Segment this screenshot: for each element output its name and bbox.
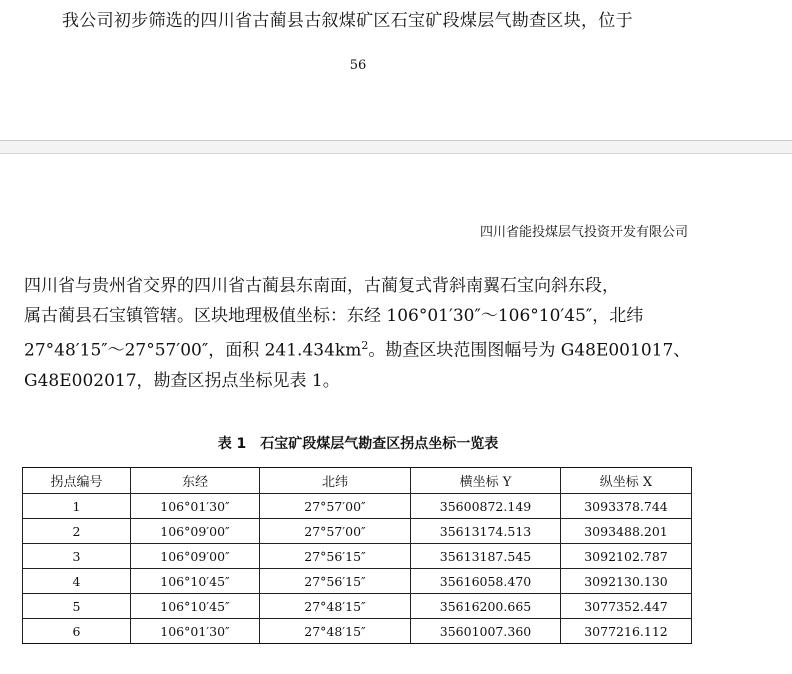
column-header: 拐点编号	[23, 468, 131, 494]
table-header-row	[23, 468, 692, 494]
table-cell: 35600872.149	[411, 494, 561, 519]
table-cell: 35616200.665	[411, 594, 561, 619]
body-line	[24, 331, 704, 366]
table-cell: 106°10′45″	[131, 594, 260, 619]
table-cell: 27°57′00″	[260, 519, 411, 544]
table-row	[23, 569, 692, 594]
column-header: 东经	[131, 468, 260, 494]
column-header: 北纬	[260, 468, 411, 494]
table-cell: 35601007.360	[411, 619, 561, 644]
body-line: G48E002017，勘查区拐点坐标见表 1。	[24, 370, 340, 391]
table-cell: 3077352.447	[561, 594, 692, 619]
table-cell: 3	[23, 544, 131, 569]
table-cell: 2	[23, 519, 131, 544]
table-cell: 3093378.744	[561, 494, 692, 519]
table-title: 表 1 石宝矿段煤层气勘查区拐点坐标一览表	[217, 436, 499, 452]
table-cell: 27°48′15″	[260, 594, 411, 619]
company-header: 四川省能投煤层气投资开发有限公司	[479, 225, 688, 240]
table-row	[23, 619, 692, 644]
table-cell: 106°09′00″	[131, 519, 260, 544]
superscript: 2	[361, 339, 369, 352]
body-line: 属古蔺县石宝镇管辖。区块地理极值坐标：东经 106°01′30″～106°10′45″，北纬	[24, 306, 644, 326]
page-break	[0, 140, 792, 154]
column-header: 纵坐标 X	[561, 468, 692, 494]
table-cell: 35613187.545	[411, 544, 561, 569]
table-cell: 6	[23, 619, 131, 644]
table-cell: 27°48′15″	[260, 619, 411, 644]
body-paragraph	[24, 271, 704, 396]
table-cell: 27°57′00″	[260, 494, 411, 519]
table-row	[23, 594, 692, 619]
table-row	[23, 494, 692, 519]
table-cell: 106°01′30″	[131, 494, 260, 519]
table-cell: 5	[23, 594, 131, 619]
table-cell: 27°56′15″	[260, 544, 411, 569]
body-line: 四川省与贵州省交界的四川省古蔺县东南面，古蔺复式背斜南翼石宝向斜东段，	[24, 276, 619, 296]
table-cell: 4	[23, 569, 131, 594]
table-cell: 106°10′45″	[131, 569, 260, 594]
table-cell: 3093488.201	[561, 519, 692, 544]
table-cell: 106°09′00″	[131, 544, 260, 569]
table-cell: 3092102.787	[561, 544, 692, 569]
table-cell: 3092130.130	[561, 569, 692, 594]
column-header: 横坐标 Y	[411, 468, 561, 494]
previous-page-bottom	[0, 0, 792, 140]
body-line-part: 。勘查区块范围图幅号为 G48E001017、	[368, 340, 691, 361]
table-cell: 35616058.470	[411, 569, 561, 594]
page-number: 56	[349, 58, 367, 73]
table-cell: 27°56′15″	[260, 569, 411, 594]
table-cell: 3077216.112	[561, 619, 692, 644]
table-cell: 1	[23, 494, 131, 519]
body-line-part: 27°48′15″～27°57′00″，面积 241.434km	[24, 340, 362, 361]
previous-page-last-line: 我公司初步筛选的四川省古蔺县古叙煤矿区石宝矿段煤层气勘查区块，位于	[62, 11, 633, 31]
table-row	[23, 544, 692, 569]
table-row	[23, 519, 692, 544]
coordinates-table	[22, 467, 692, 644]
table-cell: 35613174.513	[411, 519, 561, 544]
table-cell: 106°01′30″	[131, 619, 260, 644]
